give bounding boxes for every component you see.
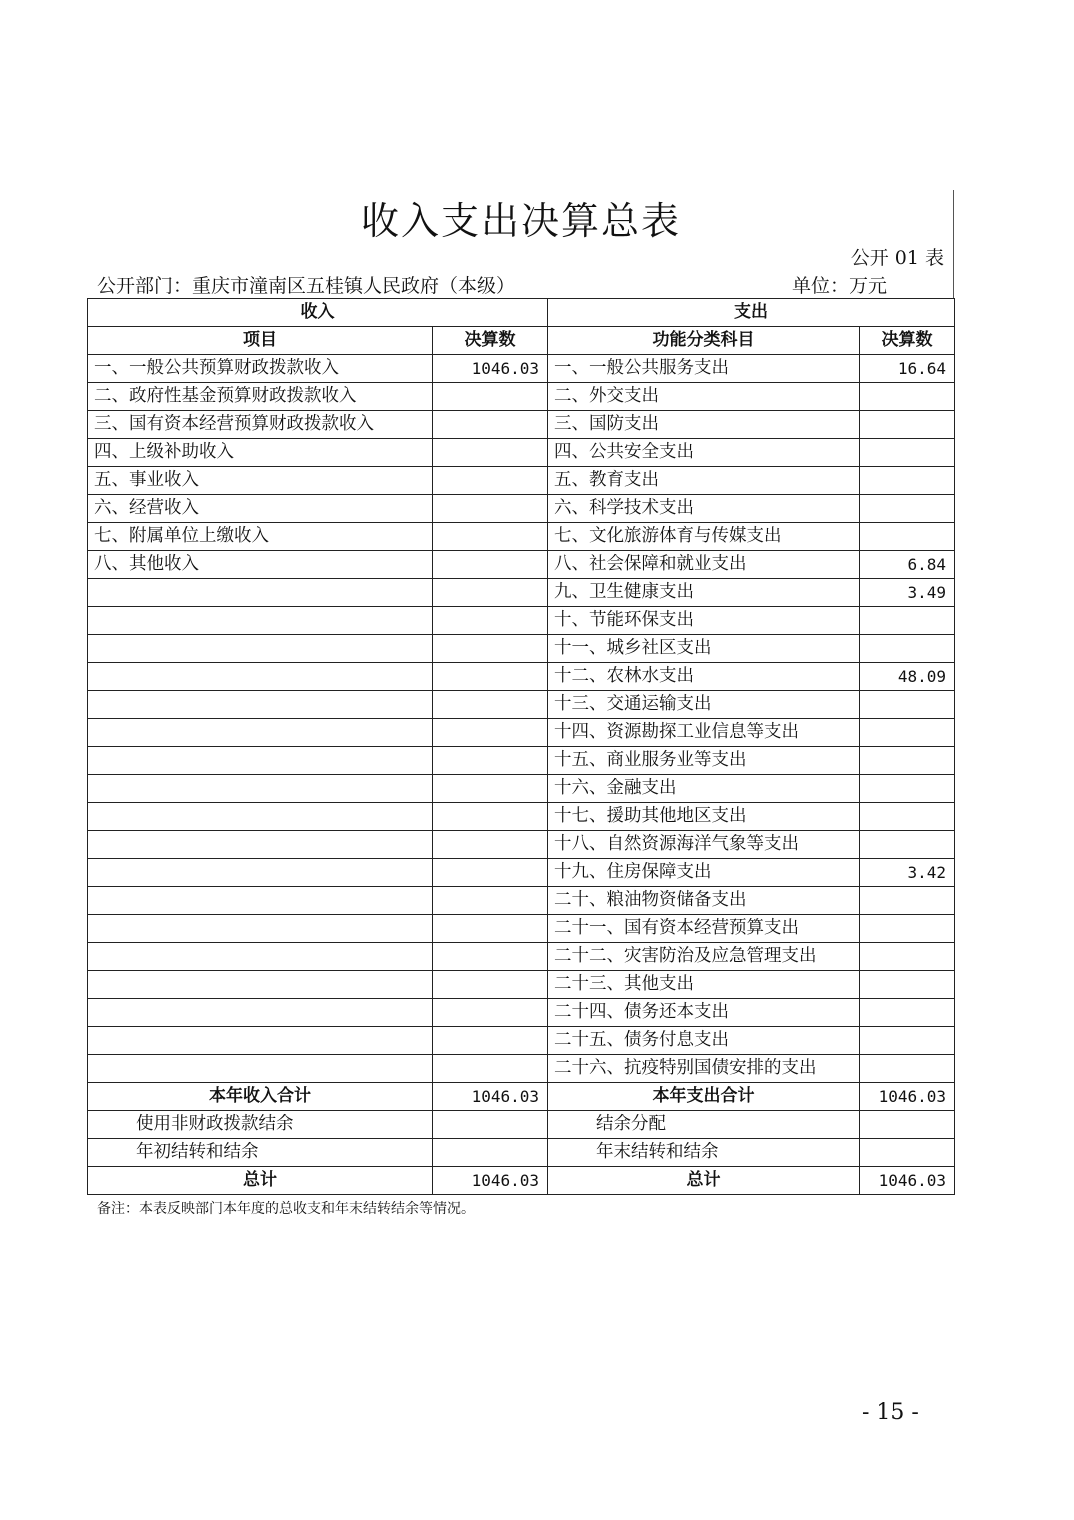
begin-carryover-value [433,1139,548,1167]
table-row [88,523,955,551]
income-amount-cell [433,467,548,495]
surplus-allocation-value [860,1111,955,1139]
income-item-cell [88,1027,433,1055]
expense-amount-cell [860,999,955,1027]
expense-amount-cell [860,411,955,439]
table-row [88,887,955,915]
end-carryover-label: 年末结转和结余 [548,1139,860,1167]
income-amount-cell [433,971,548,999]
expense-amount-cell: 3.42 [860,859,955,887]
expense-item-cell: 二十五、债务付息支出 [548,1027,860,1055]
table-row [88,1027,955,1055]
expense-amount-cell [860,943,955,971]
section-header-row [88,299,955,327]
carryover-row [88,1139,955,1167]
expense-item-cell: 二十、粮油物资储备支出 [548,887,860,915]
expense-item-cell: 十八、自然资源海洋气象等支出 [548,831,860,859]
grand-income-value: 1046.03 [433,1167,548,1195]
income-item-cell [88,579,433,607]
expense-item-cell: 二十四、债务还本支出 [548,999,860,1027]
year-expense-total-label: 本年支出合计 [548,1083,860,1111]
income-item-cell: 八、其他收入 [88,551,433,579]
expense-amount-cell: 48.09 [860,663,955,691]
income-amount-cell [433,999,548,1027]
income-amount-cell [433,635,548,663]
income-item-cell [88,663,433,691]
table-row [88,635,955,663]
expense-amount-cell [860,523,955,551]
expense-item-cell: 五、教育支出 [548,467,860,495]
income-item-cell [88,831,433,859]
expense-item-cell: 十九、住房保障支出 [548,859,860,887]
table-row [88,943,955,971]
nonfiscal-balance-label: 使用非财政拨款结余 [88,1111,433,1139]
expense-amount-cell [860,383,955,411]
col-header-amount-expense: 决算数 [860,327,955,355]
table-row [88,775,955,803]
expense-amount-cell: 6.84 [860,551,955,579]
table-row [88,859,955,887]
expense-amount-cell [860,915,955,943]
income-item-cell [88,607,433,635]
income-amount-cell [433,551,548,579]
income-amount-cell [433,915,548,943]
expense-amount-cell [860,775,955,803]
expense-amount-cell [860,747,955,775]
grand-expense-label: 总计 [548,1167,860,1195]
expense-item-cell: 十三、交通运输支出 [548,691,860,719]
balance-row [88,1111,955,1139]
table-row [88,803,955,831]
income-amount-cell [433,859,548,887]
income-amount-cell [433,523,548,551]
table-row [88,1055,955,1083]
income-amount-cell [433,1027,548,1055]
column-header-row [88,327,955,355]
income-item-cell [88,803,433,831]
expense-amount-cell [860,1055,955,1083]
income-amount-cell [433,691,548,719]
income-item-cell [88,887,433,915]
expense-amount-cell [860,803,955,831]
table-row [88,691,955,719]
table-row [88,747,955,775]
grand-expense-value: 1046.03 [860,1167,955,1195]
table-row [88,411,955,439]
col-header-amount: 决算数 [433,327,548,355]
expense-amount-cell [860,691,955,719]
year-expense-total-value: 1046.03 [860,1083,955,1111]
expense-amount-cell [860,831,955,859]
income-item-cell [88,999,433,1027]
department-label: 公开部门：重庆市潼南区五桂镇人民政府（本级） [97,275,516,297]
income-amount-cell [433,1055,548,1083]
expense-item-cell: 二、外交支出 [548,383,860,411]
expense-amount-cell [860,495,955,523]
expense-item-cell: 九、卫生健康支出 [548,579,860,607]
income-amount-cell [433,439,548,467]
table-row [88,551,955,579]
year-income-total-label: 本年收入合计 [88,1083,433,1111]
income-amount-cell [433,495,548,523]
footnote: 备注：本表反映部门本年度的总收支和年末结转结余等情况。 [97,1201,475,1217]
table-row [88,495,955,523]
table-row [88,579,955,607]
income-amount-cell [433,383,548,411]
expense-item-cell: 十、节能环保支出 [548,607,860,635]
income-amount-cell [433,775,548,803]
expense-item-cell: 十五、商业服务业等支出 [548,747,860,775]
expense-item-cell: 六、科学技术支出 [548,495,860,523]
income-amount-cell [433,747,548,775]
income-item-cell [88,775,433,803]
table-row [88,439,955,467]
col-header-function: 功能分类科目 [548,327,860,355]
grand-income-label: 总计 [88,1167,433,1195]
income-item-cell [88,1055,433,1083]
income-amount-cell [433,663,548,691]
expense-amount-cell [860,887,955,915]
income-item-cell: 六、经营收入 [88,495,433,523]
table-row [88,467,955,495]
begin-carryover-label: 年初结转和结余 [88,1139,433,1167]
expense-amount-cell [860,607,955,635]
expense-item-cell: 三、国防支出 [548,411,860,439]
income-item-cell: 二、政府性基金预算财政拨款收入 [88,383,433,411]
income-item-cell [88,691,433,719]
grand-total-row [88,1167,955,1195]
income-amount-cell [433,943,548,971]
income-item-cell [88,635,433,663]
table-row [88,831,955,859]
expense-amount-cell [860,439,955,467]
surplus-allocation-label: 结余分配 [548,1111,860,1139]
col-header-item: 项目 [88,327,433,355]
expense-item-cell: 十七、援助其他地区支出 [548,803,860,831]
income-amount-cell [433,579,548,607]
income-item-cell: 一、一般公共预算财政拨款收入 [88,355,433,383]
table-row [88,607,955,635]
budget-summary-table [87,298,955,1195]
end-carryover-value [860,1139,955,1167]
income-amount-cell [433,607,548,635]
table-row [88,915,955,943]
expense-item-cell: 二十三、其他支出 [548,971,860,999]
income-section-header: 收入 [88,299,548,327]
expense-amount-cell: 16.64 [860,355,955,383]
expense-item-cell: 二十六、抗疫特别国债安排的支出 [548,1055,860,1083]
expense-amount-cell [860,1027,955,1055]
expense-section-header: 支出 [548,299,955,327]
nonfiscal-balance-value [433,1111,548,1139]
expense-item-cell: 十六、金融支出 [548,775,860,803]
year-total-row [88,1083,955,1111]
expense-item-cell: 一、一般公共服务支出 [548,355,860,383]
income-item-cell [88,971,433,999]
expense-amount-cell [860,467,955,495]
income-amount-cell [433,411,548,439]
expense-amount-cell: 3.49 [860,579,955,607]
income-item-cell [88,943,433,971]
expense-item-cell: 二十一、国有资本经营预算支出 [548,915,860,943]
expense-item-cell: 十四、资源勘探工业信息等支出 [548,719,860,747]
expense-amount-cell [860,635,955,663]
income-item-cell: 三、国有资本经营预算财政拨款收入 [88,411,433,439]
table-row [88,383,955,411]
expense-amount-cell [860,971,955,999]
income-item-cell: 七、附属单位上缴收入 [88,523,433,551]
income-amount-cell [433,803,548,831]
page-number: - 15 - [862,1400,919,1425]
income-amount-cell: 1046.03 [433,355,548,383]
table-row [88,663,955,691]
expense-item-cell: 四、公共安全支出 [548,439,860,467]
income-amount-cell [433,719,548,747]
income-item-cell [88,719,433,747]
income-item-cell [88,747,433,775]
expense-amount-cell [860,719,955,747]
income-item-cell [88,859,433,887]
table-row [88,355,955,383]
expense-item-cell: 十二、农林水支出 [548,663,860,691]
income-amount-cell [433,887,548,915]
income-amount-cell [433,831,548,859]
table-number: 公开 01 表 [850,247,944,269]
expense-item-cell: 二十二、灾害防治及应急管理支出 [548,943,860,971]
year-income-total-value: 1046.03 [433,1083,548,1111]
expense-item-cell: 八、社会保障和就业支出 [548,551,860,579]
unit-label: 单位：万元 [792,275,888,297]
income-item-cell [88,915,433,943]
page-title: 收入支出决算总表 [360,199,681,243]
expense-item-cell: 七、文化旅游体育与传媒支出 [548,523,860,551]
table-row [88,971,955,999]
income-item-cell: 四、上级补助收入 [88,439,433,467]
table-row [88,999,955,1027]
table-row [88,719,955,747]
expense-item-cell: 十一、城乡社区支出 [548,635,860,663]
income-item-cell: 五、事业收入 [88,467,433,495]
